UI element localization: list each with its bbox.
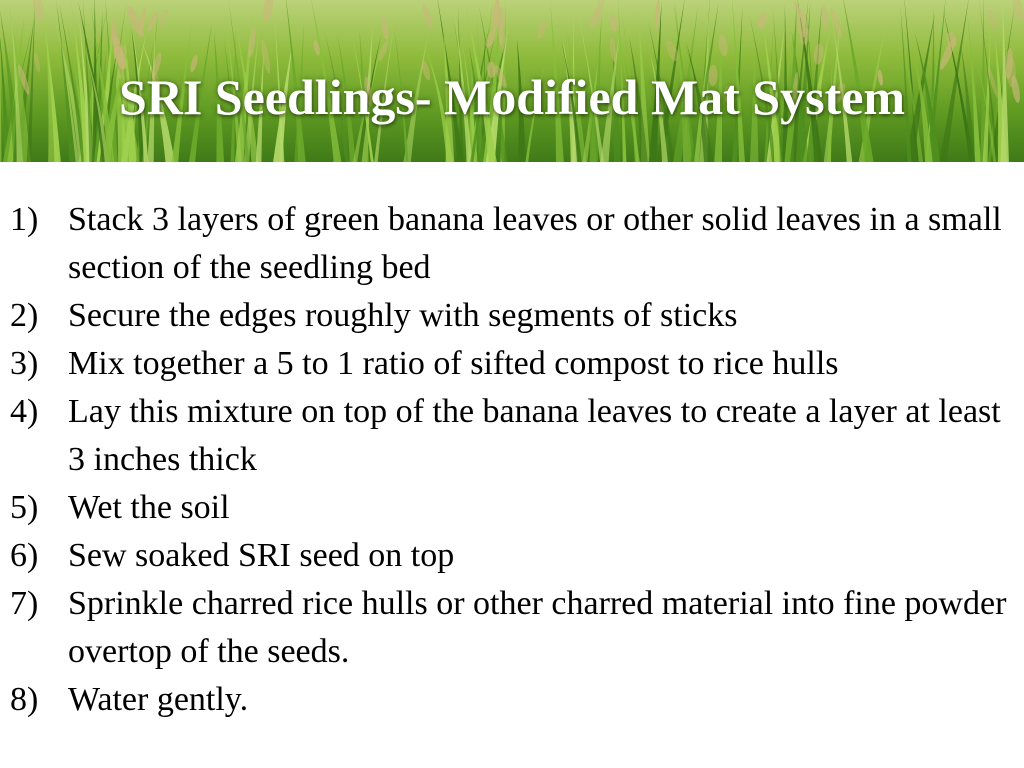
rice-grain-head xyxy=(262,0,275,22)
rice-grain-head xyxy=(497,7,505,29)
step-item xyxy=(10,196,1010,292)
step-number: 1) xyxy=(10,201,39,238)
rice-grain-head xyxy=(380,16,389,40)
step-number: 2) xyxy=(10,297,39,334)
rice-grain-head xyxy=(138,7,147,32)
rice-grain-head xyxy=(757,12,768,30)
rice-grain-head xyxy=(654,0,661,30)
rice-grain-head xyxy=(377,40,390,62)
rice-grain-head xyxy=(946,31,958,48)
step-item xyxy=(10,484,1010,532)
step-item xyxy=(10,532,1010,580)
step-item xyxy=(10,340,1010,388)
rice-grain-head xyxy=(421,3,435,30)
rice-grain-head xyxy=(157,8,170,29)
step-text: Stack 3 layers of green banana leaves or other solid leaves in a small section of the seedling bed xyxy=(68,201,1002,286)
rice-grain-head xyxy=(30,0,46,22)
rice-grain-head xyxy=(1010,0,1024,22)
step-text: Secure the edges roughly with segments of sticks xyxy=(68,297,738,334)
step-text: Sew soaked SRI seed on top xyxy=(68,537,455,574)
step-number: 6) xyxy=(10,537,39,574)
step-item xyxy=(10,388,1010,484)
step-item xyxy=(10,580,1010,676)
rice-grain-head xyxy=(829,7,844,38)
rice-grain-head xyxy=(146,10,159,32)
step-item xyxy=(10,292,1010,340)
step-text: Lay this mixture on top of the banana leaves to create a layer at least 3 inches thick xyxy=(68,393,1001,478)
header-banner xyxy=(0,0,1024,162)
step-number: 5) xyxy=(10,489,39,526)
steps-list xyxy=(10,196,1010,724)
step-text: Mix together a 5 to 1 ratio of sifted compost to rice hulls xyxy=(68,345,839,382)
step-number: 3) xyxy=(10,345,39,382)
rice-grain-head xyxy=(609,37,616,62)
rice-grain-head xyxy=(986,9,998,30)
step-text: Wet the soil xyxy=(68,489,230,526)
step-number: 4) xyxy=(10,393,39,430)
step-number: 7) xyxy=(10,585,39,622)
rice-grain-head xyxy=(535,18,549,41)
rice-grain-head xyxy=(247,28,257,57)
step-text: Sprinkle charred rice hulls or other charred material into fine powder overtop of the seeds. xyxy=(68,585,1007,670)
step-text: Water gently. xyxy=(68,681,249,718)
step-item xyxy=(10,676,1010,724)
step-number: 8) xyxy=(10,681,39,718)
rice-grain-head xyxy=(717,34,729,57)
rice-grain-head xyxy=(820,4,828,29)
slide-title: SRI Seedlings- Modified Mat System xyxy=(118,69,906,125)
